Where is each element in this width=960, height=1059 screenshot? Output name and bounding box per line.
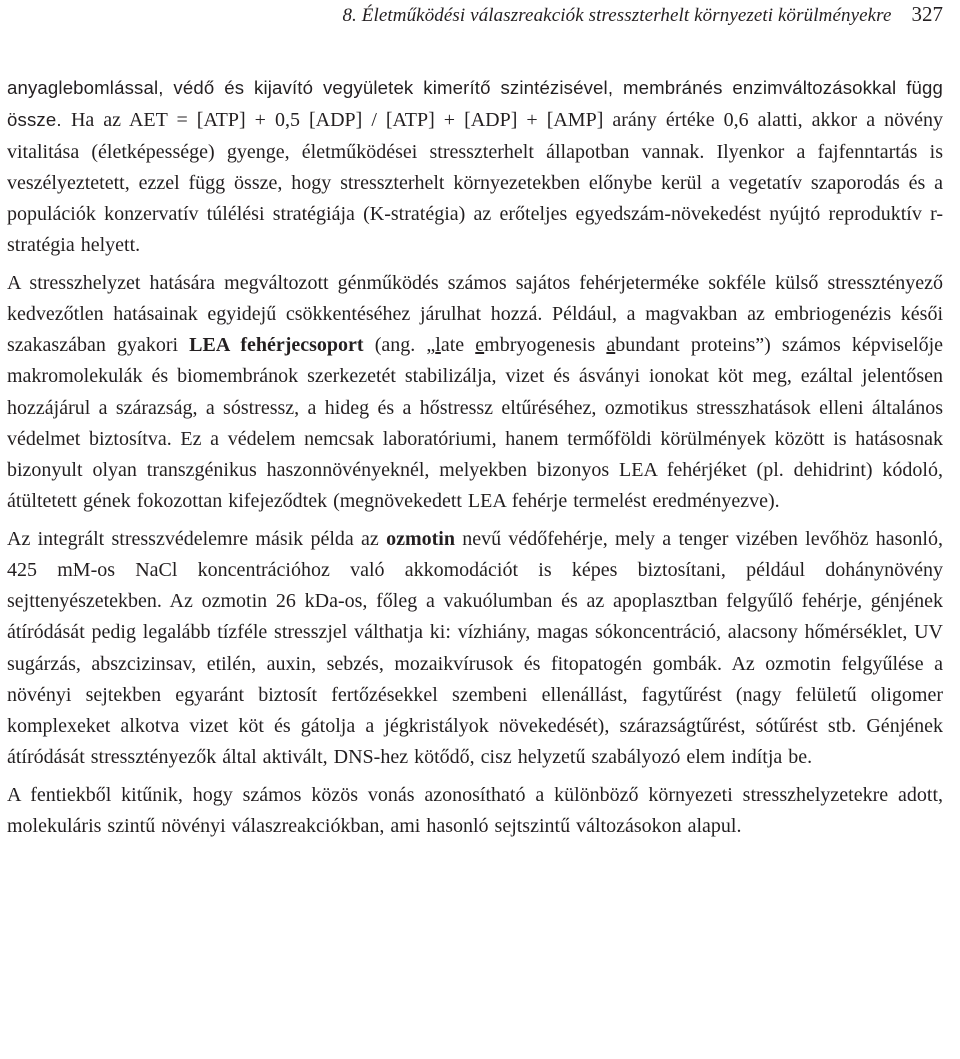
paragraph-3 [7,524,943,774]
running-header [7,0,943,36]
paragraph-3-text-a: Az integrált stresszvédelemre másik példa az [7,527,387,550]
lea-term: LEA fehérjecsoport [189,334,364,356]
paragraph-2-text-c: ate [440,334,476,356]
paragraph-2-text-e: bundant proteins”) számos képviselője makromolekulák és biomembránok szerkezetét stabilizálja, vizet és ásványi ionokat köt meg, ezáltal jelentősen hozzájárul a szárazság, a sóstressz, a hideg és a hőstressz eltűréséhez, ozmotikus stresszhatások elleni általános védelmet biztosítva. Ez a védelem nemcsak laboratóriumi, hanem termőföldi körülmények között is hatásosnak bizonyult olyan transzgénikus haszonnövényeknél, melyekben bizonyos LEA fehérjéket (pl. dehidrint) kódoló, átültetett gének fokozottan kifejeződtek (megnövekedett LEA fehérje termelést eredményezve). [7,334,944,513]
paragraph-3-text-b: nevű védőfehérje, mely a tenger vizében levőhöz hasonló, 425 mM-os NaCl koncentrációhoz való akkomodációt is képes biztosítani, például dohánynövény sejttenyészetekben. Az ozmotin 26 kDa-os, főleg a vakuólumban és az apoplasztban felgyűlő fehérje, génjének átíródását pedig legalább tízféle stresszjel válthatja ki: vízhiány, magas sókoncentráció, alacsony hőmérséklet, UV sugárzás, abszcizinsav, etilén, auxin, sebzés, mozaikvírusok és fitopatogén gombák. Az ozmotin felgyűlése a növényi sejtekben egyaránt biztosít fertőzésekkel szembeni ellenállást, fagytűrést (nagy felületű oligomer komplexeket alkotva vizet köt és gátolja a jégkristályok növekedését), szárazságtűrést, sótűrést stb. Génjének átíródását stressztényezők által aktivált, DNS-hez kötődő, cisz helyzetű szabályozó elem indítja be. [7,527,943,769]
acronym-letter-e: e [475,334,485,356]
page-number: 327 [911,2,943,26]
paragraph-4-text: A fentiekből kitűnik, hogy számos közös vonás azonosítható a különböző környezeti stresszhelyzetekre adott, molekuláris szintű növényi válaszreakciókban, ami hasonló sejtszintű változásokon alapul. [7,783,943,837]
paragraph-2-text-d: mbryogenesis [484,334,607,356]
ozmotin-term: ozmotin [386,527,455,550]
book-page [7,0,943,842]
paragraph-2-text-a: A stresszhelyzet hatására megváltozott génműködés számos sajátos fehérjeterméke sokféle külső stressztényező kedvezőtlen hatásainak egyidejű csökkentéséhez járulhat hozzá. Például, a magvakban az embriogenézis késői szakaszában gyakori [7,271,943,356]
acronym-letter-a: a [606,334,616,356]
paragraph-1-sans-run: anyaglebomlással, védő és kijavító vegyületek kimerítő szintézisével, membránés enzimváltozásokkal függ össze. [7,77,943,131]
chapter-title: 8. Életműködési válaszreakciók stresszterhelt környezeti körülményekre [342,5,892,26]
paragraph-1 [7,72,943,262]
body-text [7,72,943,842]
paragraph-2-text-b: (ang. „ [363,334,436,356]
acronym-letter-l: l [435,334,441,356]
paragraph-4 [7,780,943,843]
paragraph-1-text: Ha az AET = [ATP] + 0,5 [ADP] / [ATP] + [ADP] + [AMP] arány értéke 0,6 alatti, akkor a növény vitalitása (életképessége) gyenge, életműködései stresszterhelt állapotban vannak. Ilyenkor a fajfenntartás is veszélyeztetett, ezzel függ össze, hogy stresszterhelt környezetekben előnybe kerül a vegetatív szaporodás és a populációk konzervatív túlélési stratégiája (K-stratégia) az erőteljes egyedszám-növekedést nyújtó reproduktív r-stratégia helyett. [7,109,943,257]
paragraph-2 [7,268,943,518]
